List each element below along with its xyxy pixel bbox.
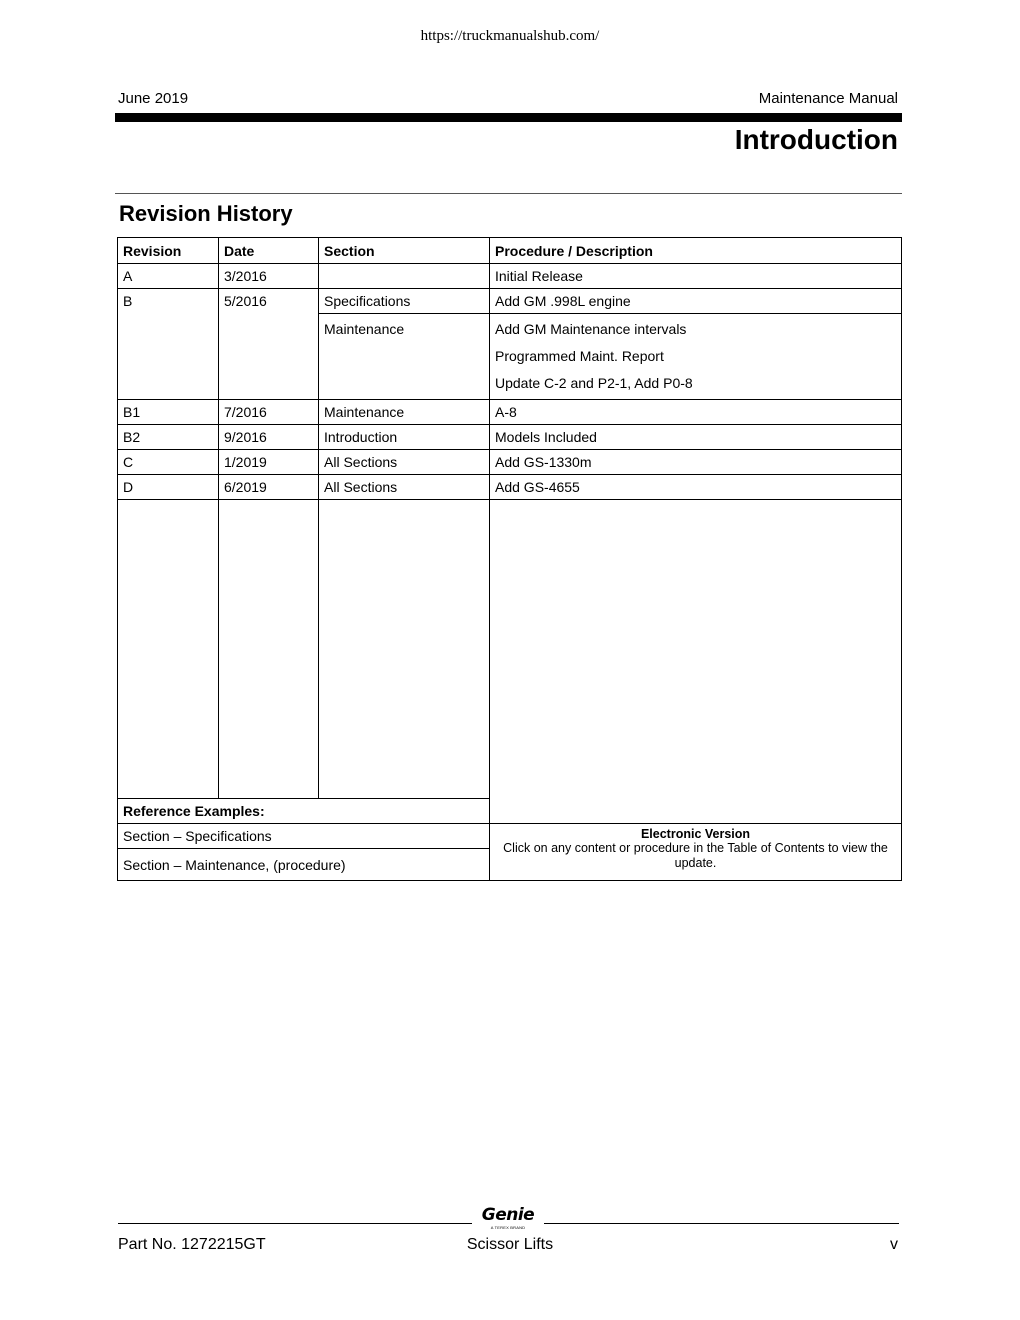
procedure-item[interactable]: Add GM Maintenance intervals: [495, 321, 687, 337]
header-date: June 2019: [118, 90, 189, 107]
section-divider: [115, 193, 902, 194]
date-cell: 1/2019: [219, 450, 319, 475]
logo-tagline: A TEREX BRAND: [490, 1225, 526, 1230]
blank-cell: [490, 500, 902, 824]
column-header-date: Date: [219, 238, 319, 264]
table-row: [118, 450, 902, 475]
blank-row: [118, 500, 902, 799]
footer-rule-right: [544, 1223, 899, 1224]
table-row: [118, 425, 902, 450]
table-row: [118, 400, 902, 425]
section-cell: [319, 264, 490, 289]
section-cell: All Sections: [319, 450, 490, 475]
procedure-item[interactable]: Programmed Maint. Report: [495, 348, 664, 364]
electronic-version-text: Click on any content or procedure in the Table of Contents to view the update.: [503, 841, 888, 870]
revision-cell: D: [118, 475, 219, 500]
electronic-version-title: Electronic Version: [640, 827, 751, 841]
reference-examples-heading: Reference Examples:: [118, 799, 490, 824]
date-cell: 7/2016: [219, 400, 319, 425]
section-cell: Maintenance: [319, 400, 490, 425]
reference-example: Section – Specifications: [118, 824, 490, 849]
procedure-cell[interactable]: Models Included: [490, 425, 902, 450]
genie-logo: [474, 1205, 542, 1230]
date-cell: 9/2016: [219, 425, 319, 450]
table-row: [118, 264, 902, 289]
date-cell: 5/2016: [219, 289, 319, 400]
revision-cell: A: [118, 264, 219, 289]
revision-cell: B: [118, 289, 219, 400]
page-number: v: [890, 1236, 898, 1253]
reference-example: Section – Maintenance, (procedure): [118, 849, 490, 881]
column-header-revision: Revision: [118, 238, 219, 264]
procedure-cell[interactable]: Initial Release: [490, 264, 902, 289]
product-name: Scissor Lifts: [466, 1236, 554, 1253]
electronic-version-cell: [490, 824, 902, 881]
section-cell: All Sections: [319, 475, 490, 500]
header-rule: [115, 113, 902, 122]
section-cell: Introduction: [319, 425, 490, 450]
revision-cell: B1: [118, 400, 219, 425]
procedure-cell: [490, 314, 902, 400]
section-text: Maintenance: [324, 321, 405, 337]
section-cell: [319, 314, 490, 400]
column-header-section: Section: [319, 238, 490, 264]
procedure-cell[interactable]: Add GM .998L engine: [490, 289, 902, 314]
blank-cell: [219, 500, 319, 799]
section-cell: Specifications: [319, 289, 490, 314]
procedure-cell[interactable]: A-8: [490, 400, 902, 425]
date-cell: 6/2019: [219, 475, 319, 500]
revision-cell: C: [118, 450, 219, 475]
footer-rule-left: [118, 1223, 472, 1224]
blank-cell: [118, 500, 219, 799]
reference-row: [118, 824, 902, 849]
section-title: Revision History: [119, 201, 293, 226]
chapter-title: Introduction: [734, 124, 898, 155]
source-url[interactable]: https://truckmanualshub.com/: [420, 28, 600, 44]
date-cell: 3/2016: [219, 264, 319, 289]
table-header-row: [118, 238, 902, 264]
procedure-cell[interactable]: Add GS-1330m: [490, 450, 902, 475]
blank-cell: [319, 500, 490, 799]
logo-wordmark: Genie: [481, 1205, 535, 1225]
part-number: Part No. 1272215GT: [118, 1236, 266, 1253]
table-row: [118, 475, 902, 500]
procedure-cell[interactable]: Add GS-4655: [490, 475, 902, 500]
table-row: [118, 289, 902, 314]
revision-history-table: [117, 237, 902, 881]
column-header-procedure: Procedure / Description: [490, 238, 902, 264]
revision-cell: B2: [118, 425, 219, 450]
header-manual-title: Maintenance Manual: [758, 90, 898, 107]
procedure-item[interactable]: Update C-2 and P2-1, Add P0-8: [495, 375, 693, 391]
